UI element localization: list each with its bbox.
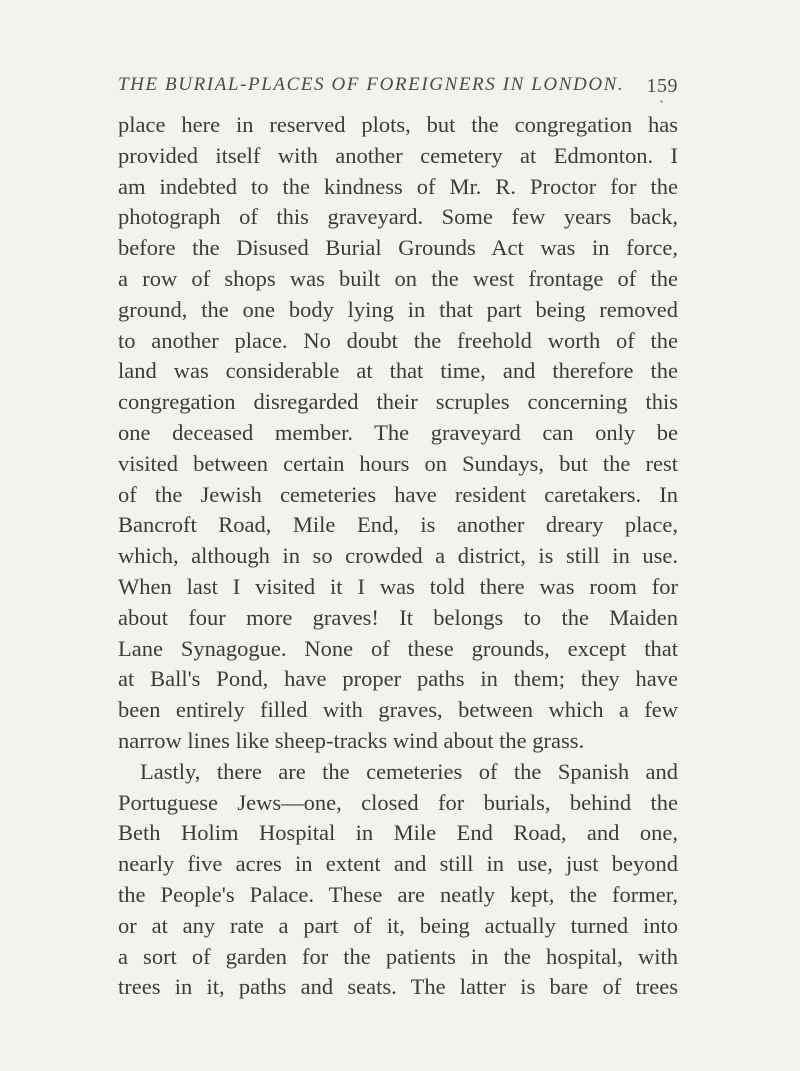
text-line: one deceased member. The graveyard can only be	[118, 419, 678, 445]
text-line: before the Disused Burial Grounds Act was in force,	[118, 235, 678, 261]
text-line: about four more graves! It belongs to the Maiden	[118, 604, 678, 630]
text-line: at Ball's Pond, have proper paths in them; they have	[118, 666, 678, 692]
text-line: been entirely filled with graves, between which a few	[118, 697, 678, 723]
text-line: When last I visited it I was told there was room for	[118, 573, 678, 599]
page-number: 159	[646, 75, 678, 97]
text-line: land was considerable at that time, and therefore the	[118, 358, 678, 384]
text-line: a row of shops was built on the west frontage of the	[118, 265, 678, 291]
text-line: or at any rate a part of it, being actually turned into	[118, 912, 678, 938]
text-line: trees in it, paths and seats. The latter is bare of trees	[118, 974, 678, 1000]
text-line: place here in reserved plots, but the congregation has	[118, 112, 678, 137]
text-line: visited between certain hours on Sundays, but the rest	[118, 450, 678, 476]
text-line: nearly five acres in extent and still in use, just beyond	[118, 851, 678, 877]
text-line: congregation disregarded their scruples concerning this	[118, 389, 678, 415]
text-line: ground, the one body lying in that part being removed	[118, 296, 678, 322]
text-line: the People's Palace. These are neatly kept, the former,	[118, 881, 678, 907]
text-line: provided itself with another cemetery at Edmonton. I	[118, 142, 678, 168]
text-line: am indebted to the kindness of Mr. R. Proctor for the	[118, 173, 678, 199]
paper-speck	[660, 100, 663, 103]
running-title: THE BURIAL-PLACES OF FOREIGNERS IN LONDON.	[118, 74, 625, 95]
text-line: photograph of this graveyard. Some few years back,	[118, 204, 678, 230]
text-line: Bancroft Road, Mile End, is another dreary place,	[118, 512, 678, 538]
text-line: Lastly, there are the cemeteries of the Spanish and	[140, 758, 678, 784]
text-line: of the Jewish cemeteries have resident caretakers. In	[118, 481, 678, 507]
running-head	[118, 74, 678, 100]
text-line: Lane Synagogue. None of these grounds, except that	[118, 635, 678, 661]
body-text	[118, 110, 678, 1003]
text-line: to another place. No doubt the freehold worth of the	[118, 327, 678, 353]
text-line: narrow lines like sheep-tracks wind about the grass.	[118, 727, 585, 753]
text-line: a sort of garden for the patients in the hospital, with	[118, 943, 678, 969]
text-line: Portuguese Jews—one, closed for burials, behind the	[118, 789, 678, 815]
text-line: which, although in so crowded a district, is still in use.	[118, 543, 678, 569]
text-line: Beth Holim Hospital in Mile End Road, and one,	[118, 820, 678, 846]
